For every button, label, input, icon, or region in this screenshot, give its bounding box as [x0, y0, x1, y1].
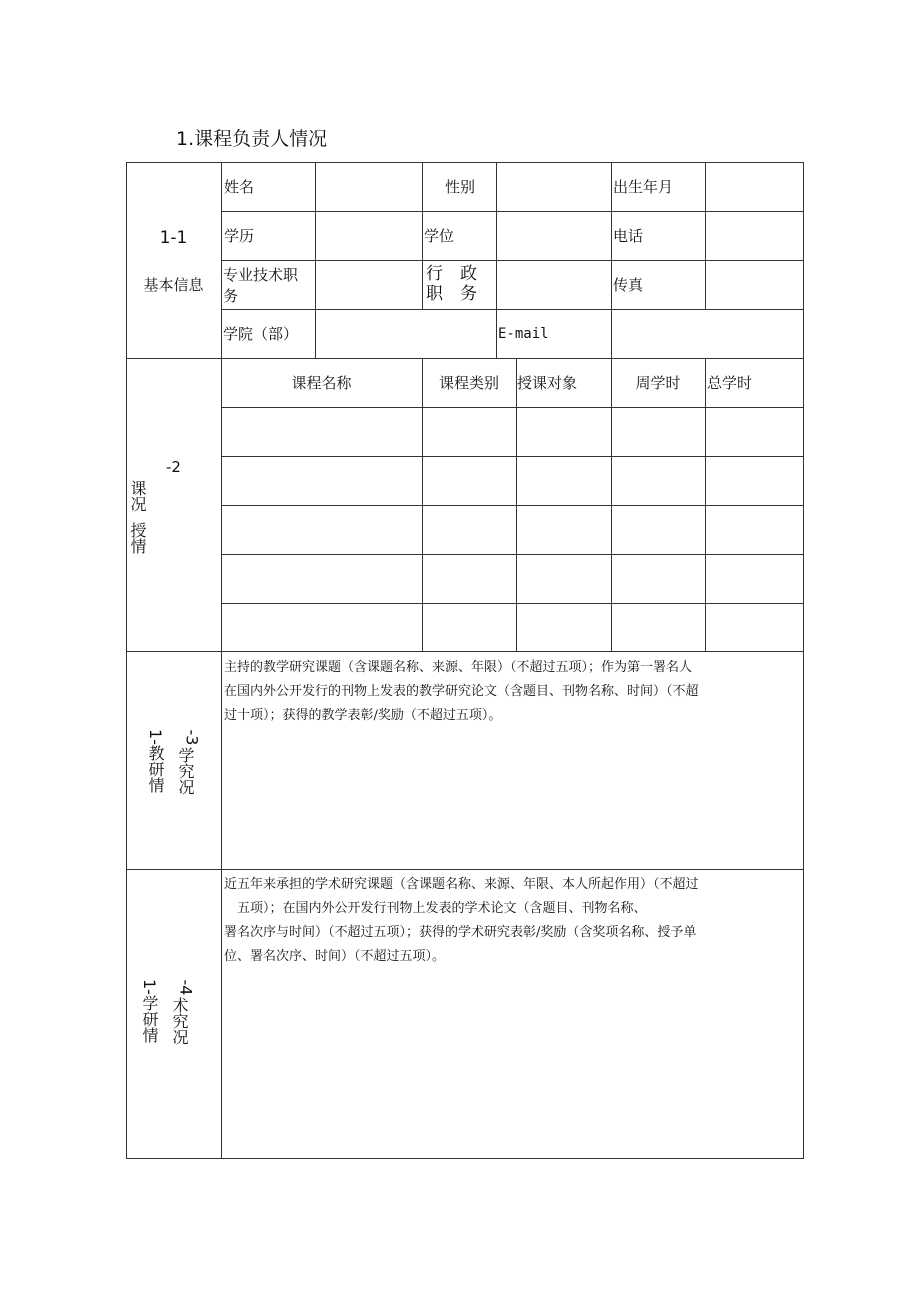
col-line: [422, 162, 423, 309]
section-1-4-label-left: 1-学研情: [140, 979, 159, 1043]
table-border-top: [126, 162, 804, 163]
header-total-hours: 总学时: [707, 374, 753, 392]
birth-label: 出生年月: [613, 178, 674, 196]
row-line: [221, 260, 804, 261]
admin-title-label-line2: 职 务: [426, 284, 477, 304]
instruction-line: 署名次序与时间）（不超过五项）；获得的学术研究表彰/奖励（含奖项名称、授予单: [224, 925, 697, 940]
row-line: [221, 211, 804, 212]
instruction-line: 五项）；在国内外公开发行刊物上发表的学术论文（含题目、刊物名称、: [224, 901, 647, 916]
row-line: [221, 505, 804, 506]
email-label: E-mail: [498, 326, 549, 342]
section-1-4-number: -4: [176, 979, 196, 996]
section-1-2-label-col1: 课况: [128, 480, 147, 512]
section-1-2-number: -2: [166, 458, 181, 476]
section-1-1-number: 1-1: [159, 228, 188, 248]
col-line: [422, 358, 423, 651]
table-border-right: [803, 162, 804, 1159]
header-target-students: 授课对象: [517, 374, 578, 392]
header-course-type: 课程类别: [438, 374, 499, 392]
section-divider: [221, 162, 222, 1159]
instruction-line: 位、署名次序、时间）（不超过五项）。: [224, 949, 446, 964]
section-1-1-label: 基本信息: [143, 276, 204, 294]
section-1-2-label-col2: 授情: [128, 522, 147, 554]
header-weekly-hours: 周学时: [635, 374, 681, 392]
row-line: [221, 554, 804, 555]
name-label: 姓名: [224, 178, 255, 196]
teaching-research-instructions: [224, 656, 699, 728]
col-line: [516, 358, 517, 651]
admin-title-label-line1: 行 政: [426, 264, 477, 284]
section-sep-3: [126, 869, 804, 870]
col-line: [611, 358, 612, 651]
fax-label: 传真: [613, 276, 644, 294]
col-line: [611, 162, 612, 358]
education-label: 学历: [224, 227, 255, 245]
instruction-line: 在国内外公开发行的刊物上发表的教学研究论文（含题目、刊物名称、时间）（不超: [224, 684, 699, 699]
section-1-4-label-right: 术究况: [170, 997, 189, 1045]
page-title: 1.课程负责人情况: [176, 128, 328, 150]
gender-label: 性别: [445, 178, 476, 196]
row-line: [221, 407, 804, 408]
instruction-line: 主持的教学研究课题（含课题名称、来源、年限）（不超过五项）；作为第一署名人: [224, 660, 693, 675]
academic-research-instructions: [224, 873, 699, 969]
professional-title-label-line1: 专业技术职: [223, 266, 299, 284]
college-label: 学院（部）: [223, 325, 299, 343]
row-line: [221, 456, 804, 457]
table-border-bottom: [126, 1158, 804, 1159]
col-line: [705, 162, 706, 309]
degree-label: 学位: [424, 227, 455, 245]
col-line: [496, 162, 497, 358]
section-sep-2: [126, 651, 804, 652]
row-line: [221, 309, 804, 310]
section-1-3-label-right: 学究况: [176, 747, 195, 795]
col-line: [315, 162, 316, 358]
phone-label: 电话: [613, 227, 644, 245]
section-sep-1: [126, 358, 804, 359]
form-table: [126, 162, 804, 1159]
section-1-3-label-left: 1-教研情: [146, 729, 165, 793]
professional-title-label-line2: 务: [223, 287, 239, 305]
instruction-line: 近五年来承担的学术研究课题（含课题名称、来源、年限、本人所起作用）（不超过: [224, 877, 699, 892]
table-border-left: [126, 162, 127, 1159]
row-line: [221, 603, 804, 604]
instruction-line: 过十项）；获得的教学表彰/奖励（不超过五项）。: [224, 708, 502, 723]
col-line: [705, 358, 706, 651]
section-1-3-number: -3: [182, 729, 202, 746]
header-course-name: 课程名称: [291, 374, 352, 392]
